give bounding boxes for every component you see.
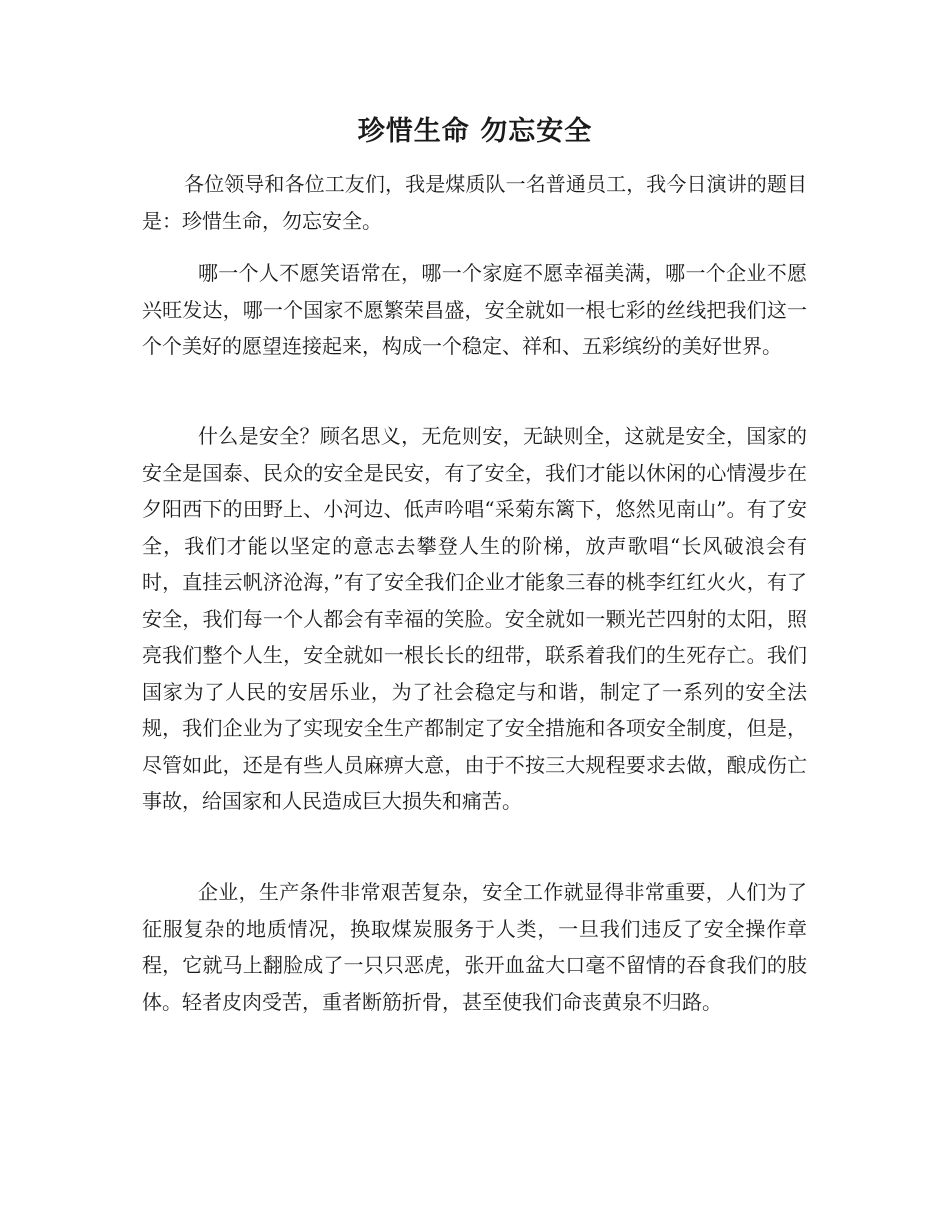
paragraph-1: 各位领导和各位工友们，我是煤质队一名普通员工，我今日演讲的题目是：珍惜生命，勿忘安全。 xyxy=(142,172,807,233)
paragraph-3: 什么是安全？顾名思义，无危则安，无缺则全，这就是安全，国家的安全是国泰、民众的安全是民安，有了安全，我们才能以休闲的心情漫步在夕阳西下的田野上、小河边、低声吟唱“采菊东篱下，悠然见南山”。有了安全，我们才能以坚定的意志去攀登人生的阶梯，放声歌唱“长风破浪会有时，直挂云帆济沧海，”有了安全我们企业才能象三春的桃李红红火火，有了安全，我们每一个人都会有幸福的笑脸。安全就如一颗光芒四射的太阳，照亮我们整个人生，安全就如一根长长的纽带，联系着我们的生死存亡。我们国家为了人民的安居乐业，为了社会稳定与和谐，制定了一系列的安全法规，我们企业为了实现安全生产都制定了安全措施和各项安全制度，但是，尽管如此，还是有些人员麻痹大意，由于不按三大规程要求去做，酿成伤亡事故，给国家和人民造成巨大损失和痛苦。 xyxy=(142,424,807,813)
paragraph-2: 哪一个人不愿笑语常在，哪一个家庭不愿幸福美满，哪一个企业不愿兴旺发达，哪一个国家不愿繁荣昌盛，安全就如一根七彩的丝线把我们这一个个美好的愿望连接起来，构成一个稳定、祥和、五彩缤纷的美好世界。 xyxy=(142,261,807,358)
paragraph-4: 企业，生产条件非常艰苦复杂，安全工作就显得非常重要，人们为了征服复杂的地质情况，换取煤炭服务于人类，一旦我们违反了安全操作章程，它就马上翻脸成了一只只恶虎，张开血盆大口毫不留情的吞食我们的肢体。轻者皮肉受苦，重者断筋折骨，甚至使我们命丧黄泉不归路。 xyxy=(142,880,807,1014)
document-title: 珍惜生命 勿忘安全 xyxy=(357,116,593,147)
